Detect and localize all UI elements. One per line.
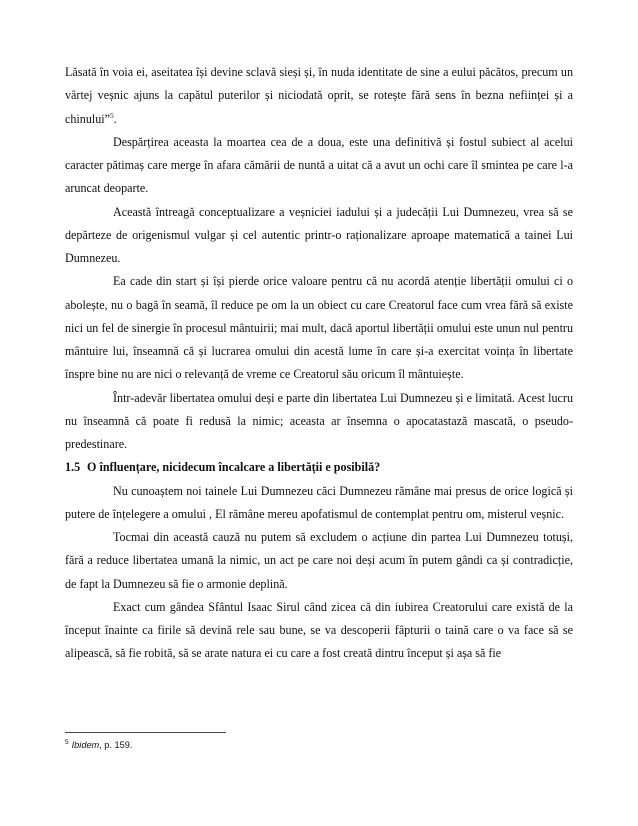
- section-title: O înfluențare, nicidecum încalcare a libertății e posibilă?: [87, 460, 381, 475]
- section-number: 1.5: [65, 460, 81, 475]
- footnote-separator: [65, 732, 226, 733]
- paragraph-1: [65, 61, 573, 131]
- footnote: [65, 738, 565, 752]
- paragraph-6: Nu cunoaștem noi tainele Lui Dumnezeu căci Dumnezeu rămâne mai presus de orice logică și putere de înțelegere a omului , El rămâne mereu apofatismul de contemplat pentru om, misterul veșnic.: [65, 483, 573, 521]
- footnote-source: Ibidem: [71, 740, 100, 750]
- footnote-page: , p. 159.: [99, 740, 133, 750]
- footnote-number: 5: [65, 738, 69, 746]
- paragraph-8: Exact cum gândea Sfântul Isaac Sirul când zicea că din iubirea Creatorului care există de la început înainte ca firile să devină rele sau bune, se va descoperii fâpturii o taină care o va face să se alipească, să fie robită, să se arate natura ei cu care a fost creată dintru început și așa să fie: [65, 599, 573, 661]
- body-text: [65, 61, 573, 666]
- paragraph-5: Într-adevăr libertatea omului deși e parte din libertatea Lui Dumnezeu și e limitată. Acest lucru nu înseamnă că poate fi redusă la nimic; aceasta ar însemna o apocatastază mascată, o pseudo-predestinare.: [65, 390, 573, 451]
- paragraph-7: Tocmai din această cauză nu putem să excludem o acțiune din partea Lui Dumnezeu totuși, fără a reduce libertatea umană la nimic, un act pe care noi deși acum în putem gândi ca și contradicție, de fapt la Dumnezeu să fie o armonie deplină.: [65, 530, 573, 591]
- paragraph-1-text: Lăsată în voia ei, aseitatea își devine sclavă sieși și, în nuda identitate de sine a eului păcătos, precum un vârtej veșnic ajuns la capătul puterilor și niciodată oprit, se rotește fără sens în bezna neființei și a chinului”: [65, 65, 573, 126]
- paragraph-1-end: .: [113, 111, 117, 126]
- footnote-reference[interactable]: 5: [110, 110, 114, 120]
- paragraph-4: Ea cade din start și își pierde orice valoare pentru că nu acordă atenție libertății omului ci o abolește, nu o bagă în seamă, îl reduce pe om la un obiect cu care Creatorul face cum vrea fără să existe nici un fel de sinergie în procesul mântuirii; mai mult, dacă aportul libertății omului este unun nul pentru mântuire lui, înseamnă că și lucrarea omului din acestă lume în care și-a exercitat voința în libertate înspre bine nu are nici o relevanță de vreme ce Creatorul său oricum îl mântuiește.: [65, 274, 573, 382]
- section-heading: [65, 456, 573, 479]
- paragraph-2: Despărțirea aceasta la moartea cea de a doua, este una definitivă și fostul subiect al acelui caracter pătimaș care merge în afara cămării de nuntă a uitat că a avut un ochi care îl smintea pe care l-a aruncat deoparte.: [65, 134, 573, 196]
- paragraph-3: Această întreagă conceptualizare a veșniciei iadului și a judecății Lui Dumnezeu, vrea să se depărteze de origenismul vulgar și cel autentic printr-o raționalizare aproape matematică a tainei Lui Dumnezeu.: [65, 204, 573, 265]
